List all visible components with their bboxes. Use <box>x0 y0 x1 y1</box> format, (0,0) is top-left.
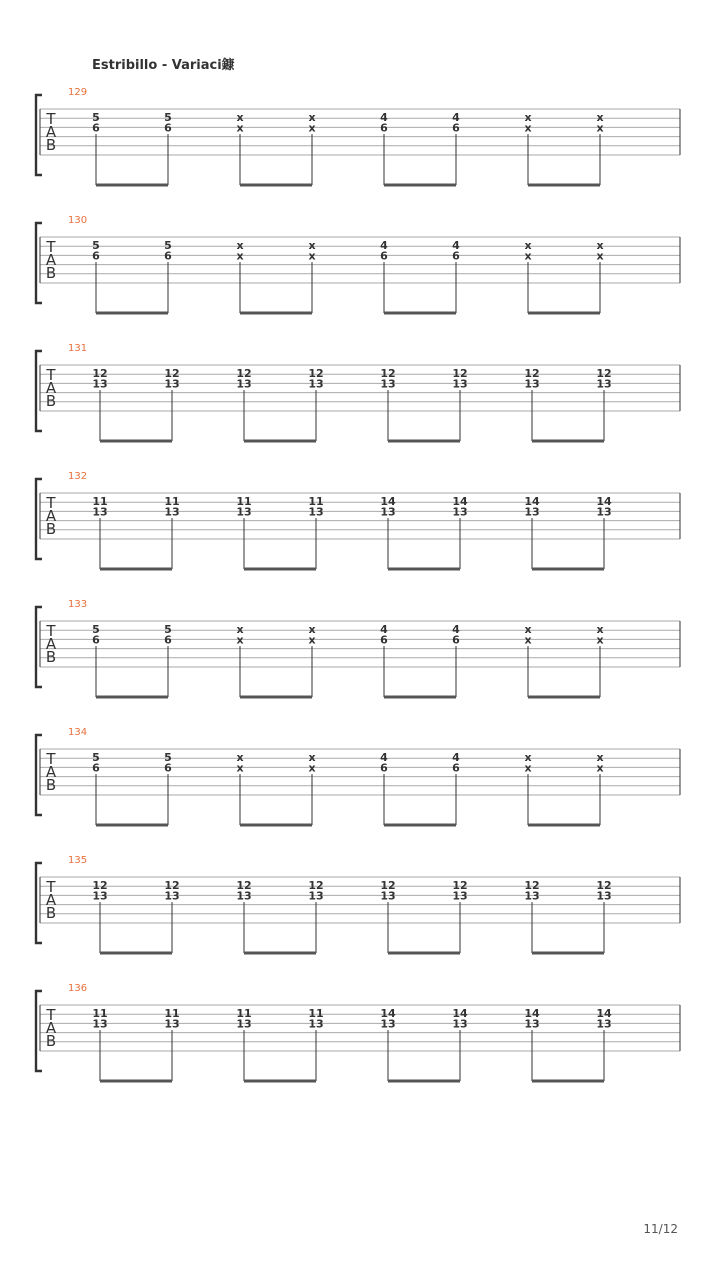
system-brace <box>36 735 42 815</box>
fret-number: 12 <box>92 879 108 892</box>
fret-number: 13 <box>452 889 468 903</box>
fret-number: 4 <box>380 623 388 636</box>
fret-number: 5 <box>92 111 100 124</box>
measure-number: 133 <box>68 599 88 610</box>
fret-number: 13 <box>596 1017 612 1031</box>
fret-number: 13 <box>92 505 108 519</box>
fret-number: 14 <box>452 495 468 508</box>
tab-clef-letter: A <box>45 507 57 525</box>
fret-number: x <box>236 249 244 263</box>
tab-clef-letter: A <box>45 891 57 909</box>
fret-number: 14 <box>596 1007 612 1020</box>
fret-number: 6 <box>164 633 172 647</box>
system-brace <box>36 863 42 943</box>
fret-number: x <box>524 239 532 252</box>
fret-number: x <box>308 249 316 263</box>
tab-clef-letter: B <box>45 1032 57 1050</box>
fret-number: 12 <box>380 367 396 380</box>
fret-number: 11 <box>308 495 324 508</box>
fret-number: x <box>596 249 604 263</box>
fret-number: 13 <box>308 505 324 519</box>
fret-number: 6 <box>380 121 388 135</box>
fret-number: 6 <box>380 633 388 647</box>
measure-number: 136 <box>68 983 88 994</box>
page-number: 11/12 <box>643 1222 678 1236</box>
fret-number: 4 <box>452 751 460 764</box>
fret-number: 14 <box>524 1007 540 1020</box>
system-brace <box>36 223 42 303</box>
fret-number: 12 <box>380 879 396 892</box>
fret-number: x <box>524 623 532 636</box>
fret-number: x <box>596 239 604 252</box>
fret-number: 14 <box>380 1007 396 1020</box>
fret-number: 12 <box>524 879 540 892</box>
tab-clef-letter: B <box>45 264 57 282</box>
fret-number: 5 <box>92 751 100 764</box>
tab-clef-letter: T <box>46 1006 56 1024</box>
fret-number: x <box>596 751 604 764</box>
fret-number: 13 <box>380 1017 396 1031</box>
fret-number: 11 <box>92 1007 108 1020</box>
fret-number: 13 <box>596 889 612 903</box>
measure-number: 135 <box>68 855 88 866</box>
tab-clef-letter: T <box>46 494 56 512</box>
fret-number: x <box>596 623 604 636</box>
fret-number: 12 <box>452 367 468 380</box>
fret-number: 6 <box>92 121 100 135</box>
fret-number: 13 <box>524 505 540 519</box>
fret-number: 13 <box>452 1017 468 1031</box>
fret-number: 6 <box>452 761 460 775</box>
tab-clef-letter: B <box>45 904 57 922</box>
fret-number: 6 <box>164 121 172 135</box>
fret-number: 13 <box>92 1017 108 1031</box>
fret-number: 11 <box>236 495 252 508</box>
fret-number: 14 <box>596 495 612 508</box>
fret-number: 11 <box>164 1007 180 1020</box>
tab-clef-letter: T <box>46 238 56 256</box>
measure-number: 132 <box>68 471 88 482</box>
tab-clef-letter: B <box>45 776 57 794</box>
fret-number: 4 <box>380 239 388 252</box>
fret-number: 12 <box>596 879 612 892</box>
fret-number: x <box>308 761 316 775</box>
fret-number: 13 <box>164 889 180 903</box>
fret-number: 13 <box>380 377 396 391</box>
system-brace <box>36 991 42 1071</box>
fret-number: 12 <box>308 367 324 380</box>
fret-number: 13 <box>236 889 252 903</box>
fret-number: x <box>308 623 316 636</box>
fret-number: x <box>236 623 244 636</box>
fret-number: 12 <box>164 367 180 380</box>
fret-number: 13 <box>452 377 468 391</box>
measure-number: 131 <box>68 343 88 354</box>
tab-clef-letter: A <box>45 635 57 653</box>
tab-clef-letter: T <box>46 366 56 384</box>
fret-number: 4 <box>380 751 388 764</box>
tab-clef-letter: T <box>46 878 56 896</box>
system-brace <box>36 479 42 559</box>
fret-number: x <box>236 751 244 764</box>
tab-clef-letter: B <box>45 136 57 154</box>
fret-number: x <box>524 121 532 135</box>
fret-number: 6 <box>452 633 460 647</box>
fret-number: 12 <box>452 879 468 892</box>
fret-number: x <box>308 111 316 124</box>
fret-number: 13 <box>92 377 108 391</box>
fret-number: 12 <box>596 367 612 380</box>
system-brace <box>36 607 42 687</box>
fret-number: 12 <box>236 367 252 380</box>
fret-number: 13 <box>380 889 396 903</box>
fret-number: 6 <box>92 633 100 647</box>
fret-number: x <box>308 121 316 135</box>
fret-number: 6 <box>92 761 100 775</box>
fret-number: 13 <box>524 1017 540 1031</box>
tab-clef-letter: T <box>46 110 56 128</box>
fret-number: x <box>236 239 244 252</box>
fret-number: 5 <box>164 623 172 636</box>
fret-number: 6 <box>452 121 460 135</box>
fret-number: x <box>236 121 244 135</box>
fret-number: 5 <box>92 239 100 252</box>
fret-number: x <box>308 751 316 764</box>
fret-number: 11 <box>308 1007 324 1020</box>
fret-number: 13 <box>596 377 612 391</box>
fret-number: 13 <box>236 505 252 519</box>
fret-number: 6 <box>92 249 100 263</box>
fret-number: 13 <box>452 505 468 519</box>
fret-number: 4 <box>452 623 460 636</box>
fret-number: 13 <box>308 889 324 903</box>
fret-number: 13 <box>236 1017 252 1031</box>
fret-number: 14 <box>452 1007 468 1020</box>
fret-number: x <box>524 761 532 775</box>
tab-clef-letter: T <box>46 622 56 640</box>
fret-number: x <box>524 751 532 764</box>
fret-number: x <box>596 121 604 135</box>
fret-number: 13 <box>380 505 396 519</box>
fret-number: 14 <box>380 495 396 508</box>
fret-number: 12 <box>164 879 180 892</box>
fret-number: 4 <box>452 111 460 124</box>
fret-number: 13 <box>164 1017 180 1031</box>
fret-number: 12 <box>92 367 108 380</box>
fret-number: x <box>524 249 532 263</box>
fret-number: 13 <box>524 889 540 903</box>
fret-number: 11 <box>164 495 180 508</box>
fret-number: 4 <box>380 111 388 124</box>
fret-number: 5 <box>164 239 172 252</box>
measure-number: 134 <box>68 727 88 738</box>
tab-clef-letter: T <box>46 750 56 768</box>
fret-number: 13 <box>308 377 324 391</box>
tab-clef-letter: B <box>45 392 57 410</box>
fret-number: 13 <box>596 505 612 519</box>
fret-number: 6 <box>452 249 460 263</box>
fret-number: x <box>236 633 244 647</box>
fret-number: 13 <box>164 505 180 519</box>
fret-number: 11 <box>236 1007 252 1020</box>
fret-number: 6 <box>380 249 388 263</box>
fret-number: x <box>308 633 316 647</box>
fret-number: 5 <box>92 623 100 636</box>
fret-number: 13 <box>524 377 540 391</box>
tab-clef-letter: B <box>45 648 57 666</box>
measure-number: 130 <box>68 215 88 226</box>
fret-number: 12 <box>236 879 252 892</box>
tab-clef-letter: A <box>45 1019 57 1037</box>
tab-clef-letter: B <box>45 520 57 538</box>
fret-number: 12 <box>308 879 324 892</box>
fret-number: 13 <box>308 1017 324 1031</box>
fret-number: 13 <box>164 377 180 391</box>
measure-number: 129 <box>68 87 88 98</box>
fret-number: 6 <box>380 761 388 775</box>
tab-clef-letter: A <box>45 123 57 141</box>
fret-number: x <box>596 111 604 124</box>
fret-number: x <box>308 239 316 252</box>
fret-number: x <box>236 111 244 124</box>
fret-number: x <box>596 761 604 775</box>
fret-number: x <box>236 761 244 775</box>
fret-number: 5 <box>164 751 172 764</box>
tab-clef-letter: A <box>45 763 57 781</box>
fret-number: 11 <box>92 495 108 508</box>
system-brace <box>36 351 42 431</box>
fret-number: 12 <box>524 367 540 380</box>
system-brace <box>36 95 42 175</box>
fret-number: x <box>524 111 532 124</box>
fret-number: 6 <box>164 249 172 263</box>
fret-number: 6 <box>164 761 172 775</box>
fret-number: 14 <box>524 495 540 508</box>
fret-number: x <box>524 633 532 647</box>
fret-number: 4 <box>452 239 460 252</box>
fret-number: 13 <box>236 377 252 391</box>
section-title: Estribillo - Variaci鏮 <box>92 58 235 73</box>
fret-number: x <box>596 633 604 647</box>
tab-clef-letter: A <box>45 379 57 397</box>
tab-clef-letter: A <box>45 251 57 269</box>
fret-number: 5 <box>164 111 172 124</box>
fret-number: 13 <box>92 889 108 903</box>
